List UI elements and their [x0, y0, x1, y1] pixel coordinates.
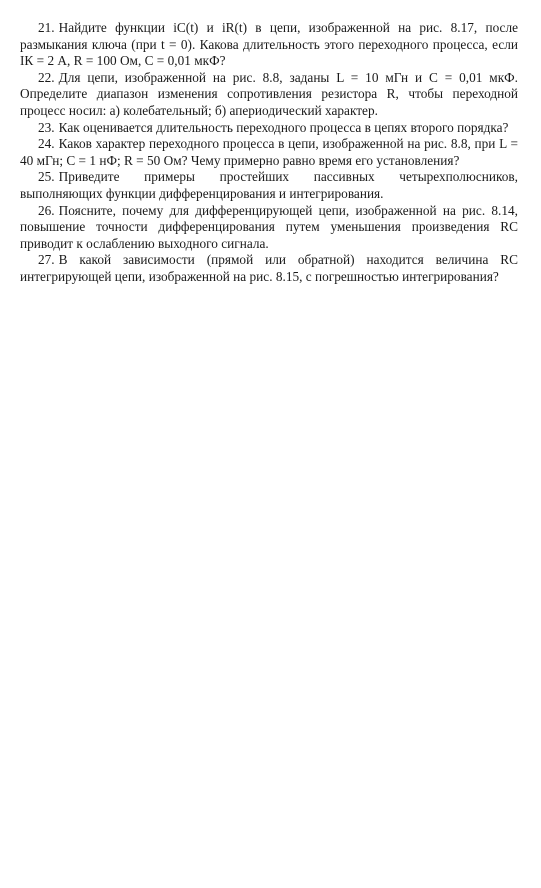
question-number: 25.: [38, 169, 55, 185]
question-text: Приведите примеры простейших пассивных четырехполюсников, выполняющих функции дифференцирования и интегрирования.: [20, 169, 518, 201]
question-text: Каков характер переходного процесса в цепи, изображенной на рис. 8.8, при L = 40 мГн; C = 1 нФ; R = 50 Ом? Чему примерно равно время его установления?: [20, 136, 518, 168]
question-number: 21.: [38, 20, 55, 35]
question-25: [20, 169, 518, 202]
question-27: [20, 252, 518, 285]
document-page: [20, 20, 518, 286]
question-number: 26.: [38, 202, 55, 218]
question-23: [20, 120, 518, 137]
question-22: [20, 70, 518, 120]
question-26: [20, 203, 518, 253]
question-number: 22.: [38, 69, 55, 85]
question-21: [20, 20, 518, 70]
question-number: 24.: [38, 136, 55, 152]
question-text: Как оценивается длительность переходного процесса в цепях второго порядка?: [58, 119, 509, 135]
question-text: Поясните, почему для дифференцирующей цепи, изображенной на рис. 8.14, повышение точности дифференцирования путем уменьшения произведения RC приводит к ослаблению выходного сигнала.: [20, 202, 518, 251]
question-24: [20, 136, 518, 169]
question-text: Для цепи, изображенной на рис. 8.8, заданы L = 10 мГн и C = 0,01 мкФ. Определите диапазон изменения сопротивления резистора R, чтобы переходной процесс носил: а) колебательный; б) апериодический характер.: [20, 69, 518, 118]
question-number: 23.: [38, 119, 55, 135]
question-text: В какой зависимости (прямой или обратной) находится величина RC интегрирующей цепи, изображенной на рис. 8.15, с погрешностью интегрирования?: [20, 252, 518, 284]
question-text: Найдите функции iC(t) и iR(t) в цепи, изображенной на рис. 8.17, после размыкания ключа (при t = 0). Какова длительность этого переходного процесса, если IК = 2 А, R = 100 Ом, C = 0,01 мкФ?: [20, 20, 518, 69]
question-number: 27.: [38, 252, 55, 268]
